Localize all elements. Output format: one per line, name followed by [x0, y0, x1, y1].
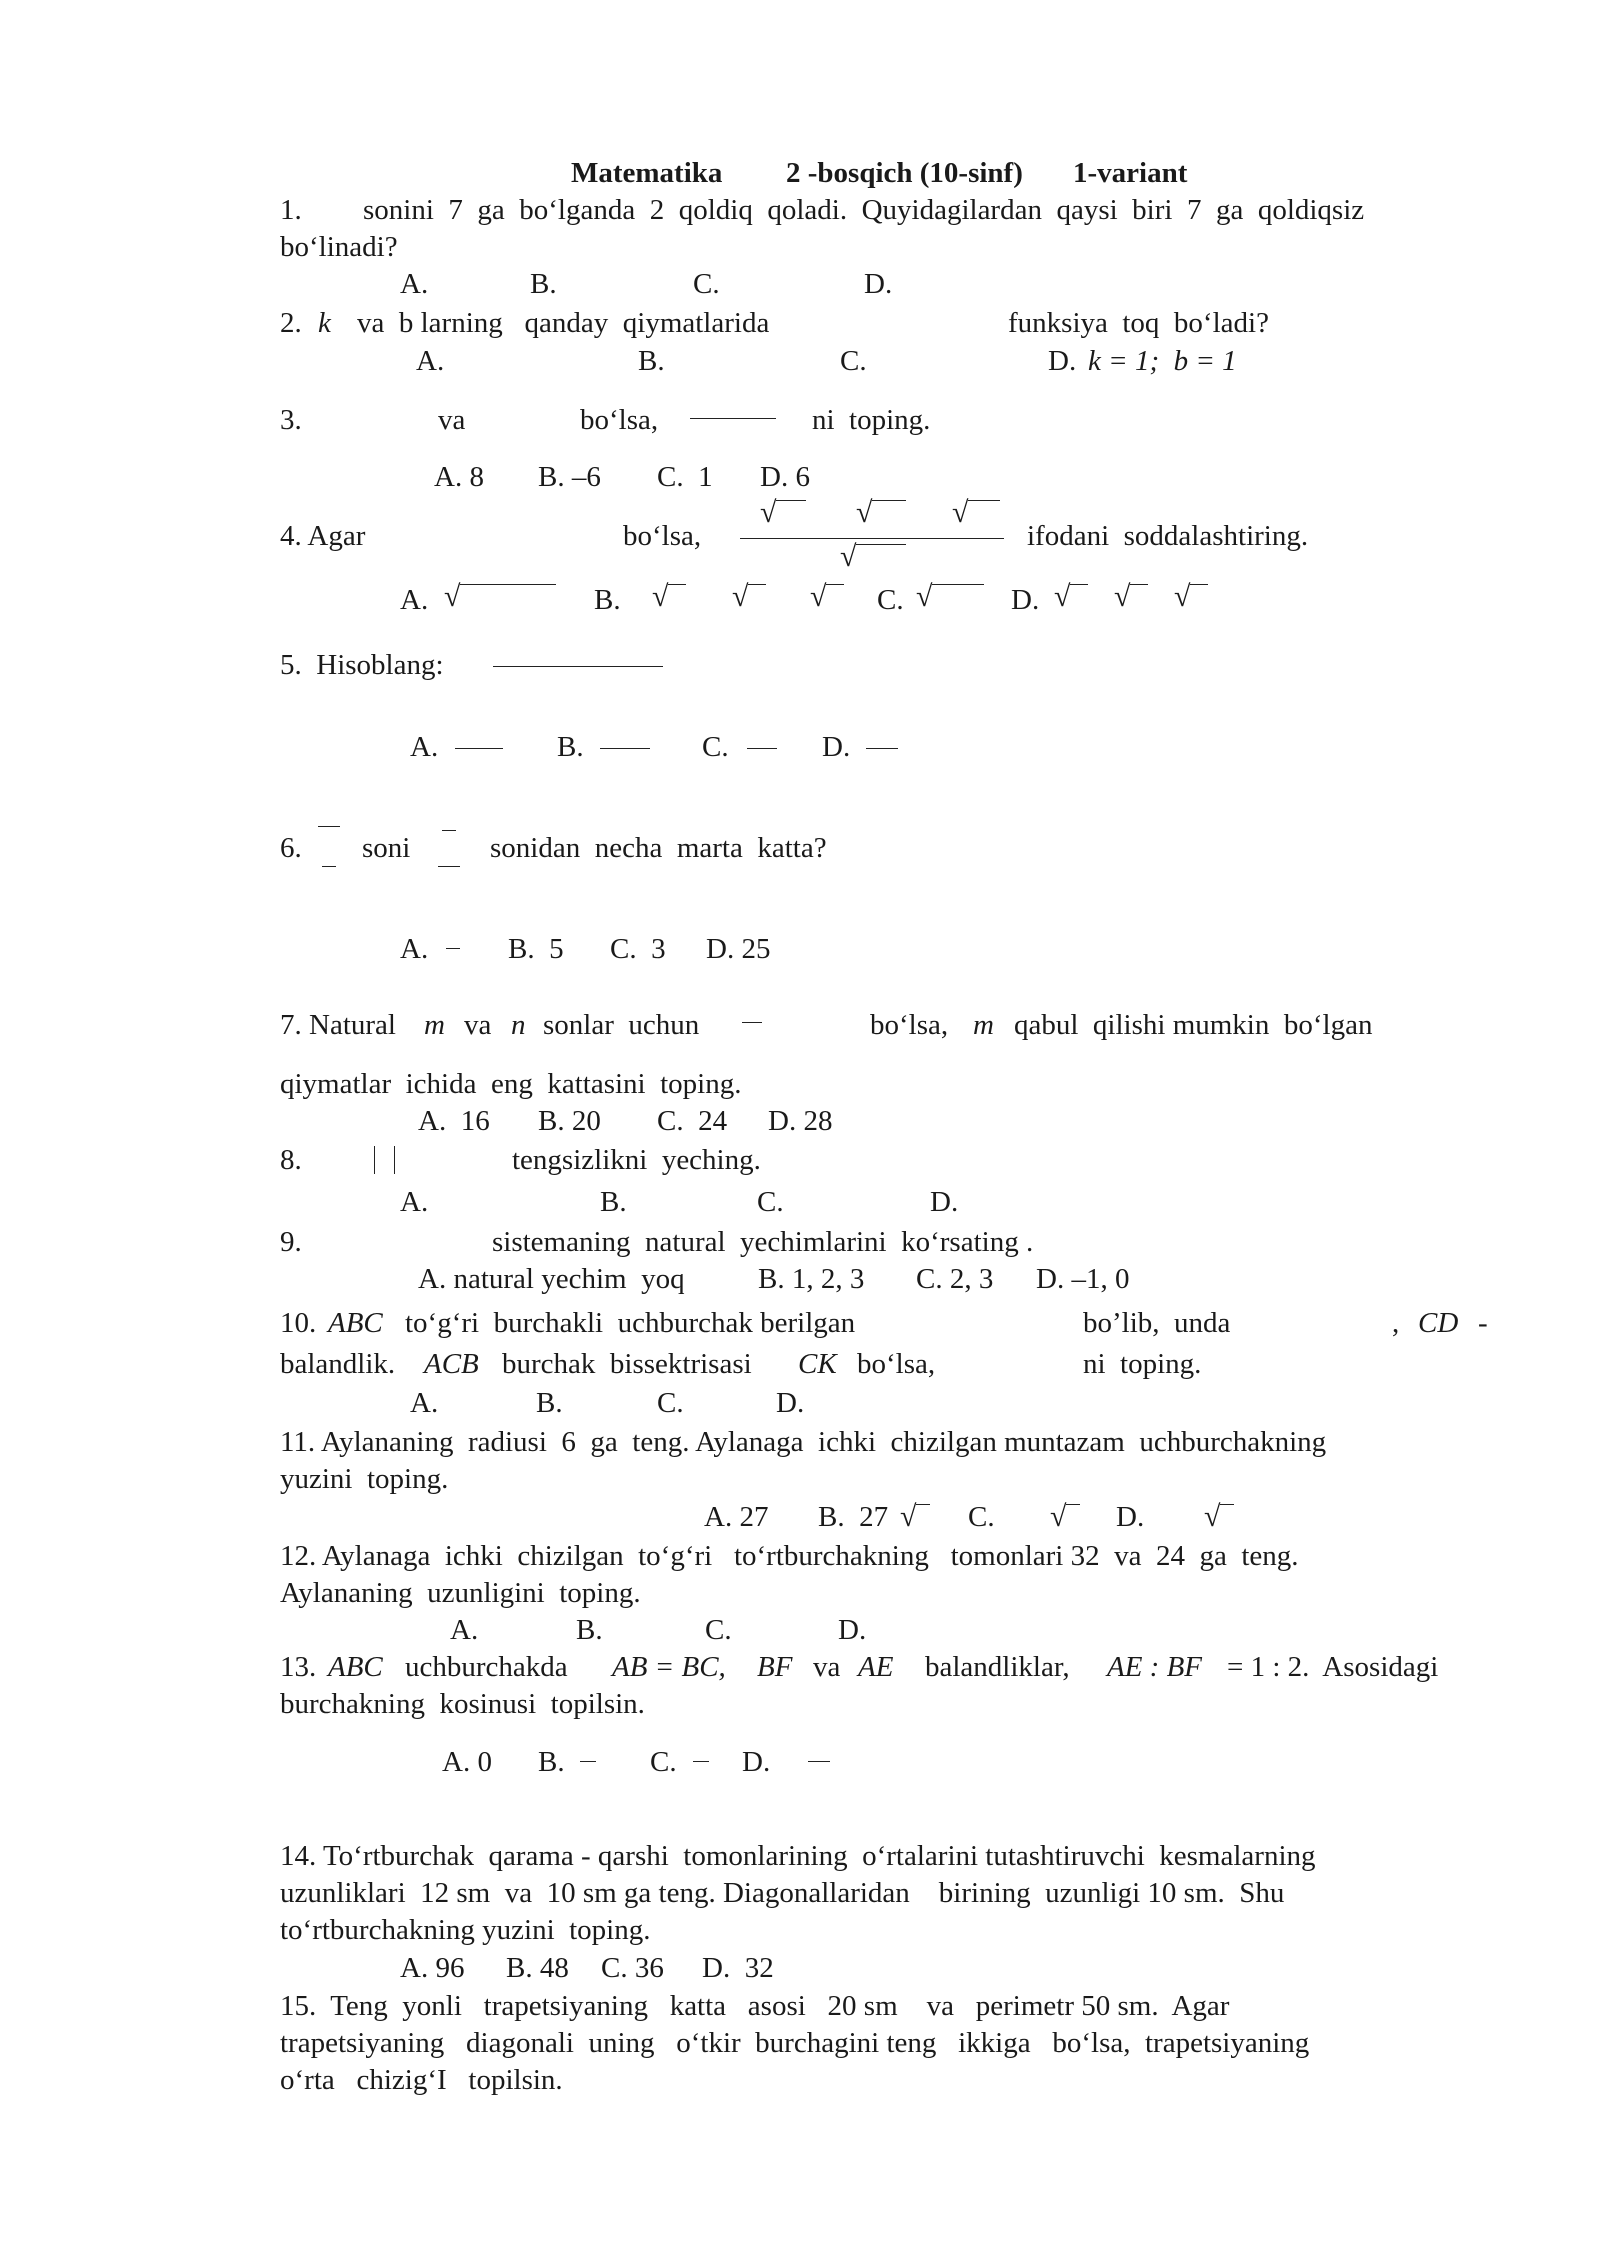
- q5-option-d: D.: [822, 731, 851, 763]
- q2-number: 2.: [280, 307, 302, 339]
- q13-bf: BF: [757, 1651, 793, 1683]
- q7-lead: 7. Natural: [280, 1009, 396, 1041]
- q13-option-c-fraction: [693, 1761, 709, 1762]
- q5-fraction-bar: [493, 666, 663, 667]
- q4-fraction-bar: [740, 538, 1004, 539]
- q1-text-line2: bo‘linadi?: [280, 231, 398, 263]
- q10-option-d: D.: [776, 1387, 805, 1419]
- q9-option-d: D. –1, 0: [1036, 1263, 1130, 1295]
- q13-option-b: B.: [538, 1746, 565, 1778]
- q6-number: 6.: [280, 832, 302, 864]
- q13-abc: ABC: [328, 1651, 383, 1683]
- q4-sqrt-icon: √: [856, 496, 873, 529]
- q1-option-d: D.: [864, 268, 893, 300]
- q12-line2: Aylananing uzunligini toping.: [280, 1577, 641, 1609]
- q3-option-a: A. 8: [434, 461, 484, 493]
- q12-option-a: A.: [450, 1614, 479, 1646]
- q11-option-a: A. 27: [704, 1501, 769, 1533]
- q10-comma: ,: [1392, 1307, 1400, 1339]
- q3-option-d: D. 6: [760, 461, 810, 493]
- q2-option-b: B.: [638, 345, 665, 377]
- q10-line2c: bo‘lsa,: [857, 1348, 936, 1380]
- q14-line2: uzunliklari 12 sm va 10 sm ga teng. Diagonallaridan birining uzunligi 10 sm. Shu: [280, 1877, 1285, 1909]
- sqrt-icon: √: [1050, 1500, 1067, 1533]
- q10-option-a: A.: [410, 1387, 439, 1419]
- sqrt-bar: [1130, 584, 1148, 585]
- q10-abc: ABC: [328, 1307, 383, 1339]
- q13-va: va: [813, 1651, 841, 1683]
- q2-text-end: funksiya toq bo‘ladi?: [1008, 307, 1269, 339]
- q2-k: k: [318, 307, 331, 339]
- q13-line2: burchakning kosinusi topilsin.: [280, 1688, 645, 1720]
- q14-option-a: A. 96: [400, 1952, 465, 1984]
- q10-dash: -: [1478, 1307, 1488, 1339]
- sqrt-icon: √: [732, 580, 749, 613]
- q10-acb: ACB: [424, 1348, 479, 1380]
- q3-end: ni toping.: [812, 404, 931, 436]
- q5-option-c: C.: [702, 731, 729, 763]
- q7-option-c: C. 24: [657, 1105, 728, 1137]
- q13-t1: uchburchakda: [405, 1651, 568, 1683]
- q7-m: m: [424, 1009, 445, 1041]
- q6-option-a: A.: [400, 933, 429, 965]
- q13-option-d: D.: [742, 1746, 771, 1778]
- q10-text1: to‘g‘ri burchakli uchburchak berilgan: [405, 1307, 856, 1339]
- q1-option-b: B.: [530, 268, 557, 300]
- sqrt-bar: [1190, 584, 1208, 585]
- q6-option-b: B. 5: [508, 933, 564, 965]
- q10-option-b: B.: [536, 1387, 563, 1419]
- q5-option-b-fraction: [600, 748, 650, 749]
- q3-option-b: B. –6: [538, 461, 601, 493]
- sqrt-bar: [932, 584, 984, 585]
- q6-fraction-bar: [442, 830, 456, 831]
- q9-option-b: B. 1, 2, 3: [758, 1263, 865, 1295]
- q9-option-c: C. 2, 3: [916, 1263, 994, 1295]
- sqrt-bar: [1066, 1504, 1080, 1505]
- q3-option-c: C. 1: [657, 461, 713, 493]
- q4-sqrt-bar: [968, 500, 1000, 501]
- q7-option-a: A. 16: [418, 1105, 490, 1137]
- sqrt-icon: √: [652, 580, 669, 613]
- q12-option-c: C.: [705, 1614, 732, 1646]
- q8-option-c: C.: [757, 1186, 784, 1218]
- sqrt-bar: [460, 584, 556, 585]
- q4-sqrt-bar: [872, 500, 906, 501]
- q14-option-b: B. 48: [506, 1952, 569, 1984]
- q6-soni: soni: [362, 832, 411, 864]
- sqrt-icon: √: [1114, 580, 1131, 613]
- q5-lead: 5. Hisoblang:: [280, 649, 444, 681]
- q3-number: 3.: [280, 404, 302, 436]
- q3-bolsa: bo‘lsa,: [580, 404, 659, 436]
- q4-option-a: A.: [400, 584, 429, 616]
- q13-t2: balandliklar,: [925, 1651, 1070, 1683]
- sqrt-bar: [668, 584, 686, 585]
- q10-cd: CD: [1418, 1307, 1459, 1339]
- q15-line3: o‘rta chizig‘I topilsin.: [280, 2064, 563, 2096]
- q15-line1: 15. Teng yonli trapetsiyaning katta asosi 20 sm va perimetr 50 sm. Agar: [280, 1990, 1230, 2022]
- q6-option-c: C. 3: [610, 933, 666, 965]
- q6-fraction-bar: [438, 866, 460, 867]
- q2-option-a: A.: [416, 345, 445, 377]
- q13-t3: = 1 : 2. Asosidagi: [1227, 1651, 1439, 1683]
- sqrt-icon: √: [444, 580, 461, 613]
- q7-fraction-bar: [742, 1022, 762, 1023]
- q5-option-d-fraction: [866, 748, 898, 749]
- q8-number: 8.: [280, 1144, 302, 1176]
- q8-option-b: B.: [600, 1186, 627, 1218]
- sqrt-icon: √: [810, 580, 827, 613]
- q10-bolib: bo’lib, unda: [1083, 1307, 1231, 1339]
- q2-option-d-value: k = 1; b = 1: [1088, 345, 1237, 377]
- sqrt-bar: [748, 584, 766, 585]
- q9-end: sistemaning natural yechimlarini ko‘rsating .: [492, 1226, 1034, 1258]
- q7-end: qabul qilishi mumkin bo‘lgan: [1014, 1009, 1373, 1041]
- q8-abs-bar: [374, 1146, 375, 1174]
- q7-option-b: B. 20: [538, 1105, 601, 1137]
- q9-number: 9.: [280, 1226, 302, 1258]
- q13-number: 13.: [280, 1651, 317, 1683]
- q4-sqrt-icon: √: [840, 540, 857, 573]
- q10-ck: CK: [798, 1348, 837, 1380]
- q12-option-b: B.: [576, 1614, 603, 1646]
- q7-line2: qiymatlar ichida eng kattasini toping.: [280, 1068, 742, 1100]
- q8-abs-bar: [394, 1146, 395, 1174]
- q7-bolsa: bo‘lsa,: [870, 1009, 949, 1041]
- sqrt-icon: √: [1054, 580, 1071, 613]
- header-variant: 1-variant: [1073, 157, 1188, 189]
- q5-option-a-fraction: [455, 748, 503, 749]
- q13-option-d-fraction: [808, 1761, 830, 1762]
- sqrt-bar: [1220, 1504, 1234, 1505]
- q12-line1: 12. Aylanaga ichki chizilgan to‘g‘ri to‘rtburchakning tomonlari 32 va 24 ga teng.: [280, 1540, 1299, 1572]
- q3-va: va: [438, 404, 466, 436]
- q7-uchun: sonlar uchun: [543, 1009, 700, 1041]
- header-stage: 2 -bosqich (10-sinf): [786, 157, 1023, 189]
- q13-ratio: AE : BF: [1107, 1651, 1203, 1683]
- q7-va: va: [464, 1009, 492, 1041]
- q13-option-c: C.: [650, 1746, 677, 1778]
- q1-number: 1.: [280, 194, 302, 226]
- q4-option-c: C.: [877, 584, 904, 616]
- q13-option-a: A. 0: [442, 1746, 492, 1778]
- q4-option-b: B.: [594, 584, 621, 616]
- q10-line2a: balandlik.: [280, 1348, 396, 1380]
- sqrt-icon: √: [900, 1500, 917, 1533]
- q5-option-c-fraction: [747, 748, 777, 749]
- q2-option-c: C.: [840, 345, 867, 377]
- q5-option-b: B.: [557, 731, 584, 763]
- q5-option-a: A.: [410, 731, 439, 763]
- sqrt-icon: √: [1174, 580, 1191, 613]
- q1-text-line1: sonini 7 ga bo‘lganda 2 qoldiq qoladi. Quyidagilardan qaysi biri 7 ga qoldiqsiz: [363, 194, 1365, 226]
- q7-m2: m: [973, 1009, 994, 1041]
- q14-option-c: C. 36: [601, 1952, 664, 1984]
- q10-line2b: burchak bissektrisasi: [502, 1348, 752, 1380]
- sqrt-bar: [1070, 584, 1088, 585]
- q4-sqrt-bar: [856, 544, 906, 545]
- q10-option-c: C.: [657, 1387, 684, 1419]
- q4-end: ifodani soddalashtiring.: [1027, 520, 1309, 552]
- q14-option-d: D. 32: [702, 1952, 774, 1984]
- q6-fraction-bar: [322, 866, 336, 867]
- q4-option-d: D.: [1011, 584, 1040, 616]
- q6-option-d: D. 25: [706, 933, 771, 965]
- q6-end: sonidan necha marta katta?: [490, 832, 827, 864]
- q8-option-a: A.: [400, 1186, 429, 1218]
- q9-option-a: A. natural yechim yoq: [418, 1263, 685, 1295]
- q12-option-d: D.: [838, 1614, 867, 1646]
- q4-bolsa: bo‘lsa,: [623, 520, 702, 552]
- sqrt-icon: √: [916, 580, 933, 613]
- q14-line1: 14. To‘rtburchak qarama - qarshi tomonlarining o‘rtalarini tutashtiruvchi kesmalarning: [280, 1840, 1316, 1872]
- q4-sqrt-bar: [776, 500, 806, 501]
- q4-sqrt-icon: √: [952, 496, 969, 529]
- sqrt-icon: √: [1204, 1500, 1221, 1533]
- q11-line2: yuzini toping.: [280, 1463, 449, 1495]
- q11-option-d: D.: [1116, 1501, 1145, 1533]
- q6-option-a-fraction: [446, 948, 460, 949]
- q13-ae: AE: [858, 1651, 894, 1683]
- q11-line1: 11. Aylananing radiusi 6 ga teng. Aylanaga ichki chizilgan muntazam uchburchakning: [280, 1426, 1327, 1458]
- q11-option-c: C.: [968, 1501, 995, 1533]
- q10-line2d: ni toping.: [1083, 1348, 1202, 1380]
- q1-option-c: C.: [693, 268, 720, 300]
- q3-fraction-bar: [690, 418, 776, 419]
- q2-text: va b larning qanday qiymatlarida: [357, 307, 770, 339]
- q13-option-b-fraction: [580, 1761, 596, 1762]
- q6-fraction-bar: [318, 826, 340, 827]
- q4-lead: 4. Agar: [280, 520, 366, 552]
- q2-option-d: D.: [1048, 345, 1077, 377]
- q15-line2: trapetsiyaning diagonali uning o‘tkir burchagini teng ikkiga bo‘lsa, trapetsiyaning: [280, 2027, 1310, 2059]
- header-subject: Matematika: [571, 157, 723, 189]
- q8-option-d: D.: [930, 1186, 959, 1218]
- q4-sqrt-icon: √: [760, 496, 777, 529]
- q8-end: tengsizlikni yeching.: [512, 1144, 761, 1176]
- q11-option-b: B. 27: [818, 1501, 889, 1533]
- q13-eq: AB = BC,: [612, 1651, 726, 1683]
- sqrt-bar: [826, 584, 844, 585]
- sqrt-bar: [916, 1504, 930, 1505]
- q7-n: n: [511, 1009, 526, 1041]
- q10-number: 10.: [280, 1307, 317, 1339]
- q7-option-d: D. 28: [768, 1105, 833, 1137]
- q14-line3: to‘rtburchakning yuzini toping.: [280, 1914, 651, 1946]
- q1-option-a: A.: [400, 268, 429, 300]
